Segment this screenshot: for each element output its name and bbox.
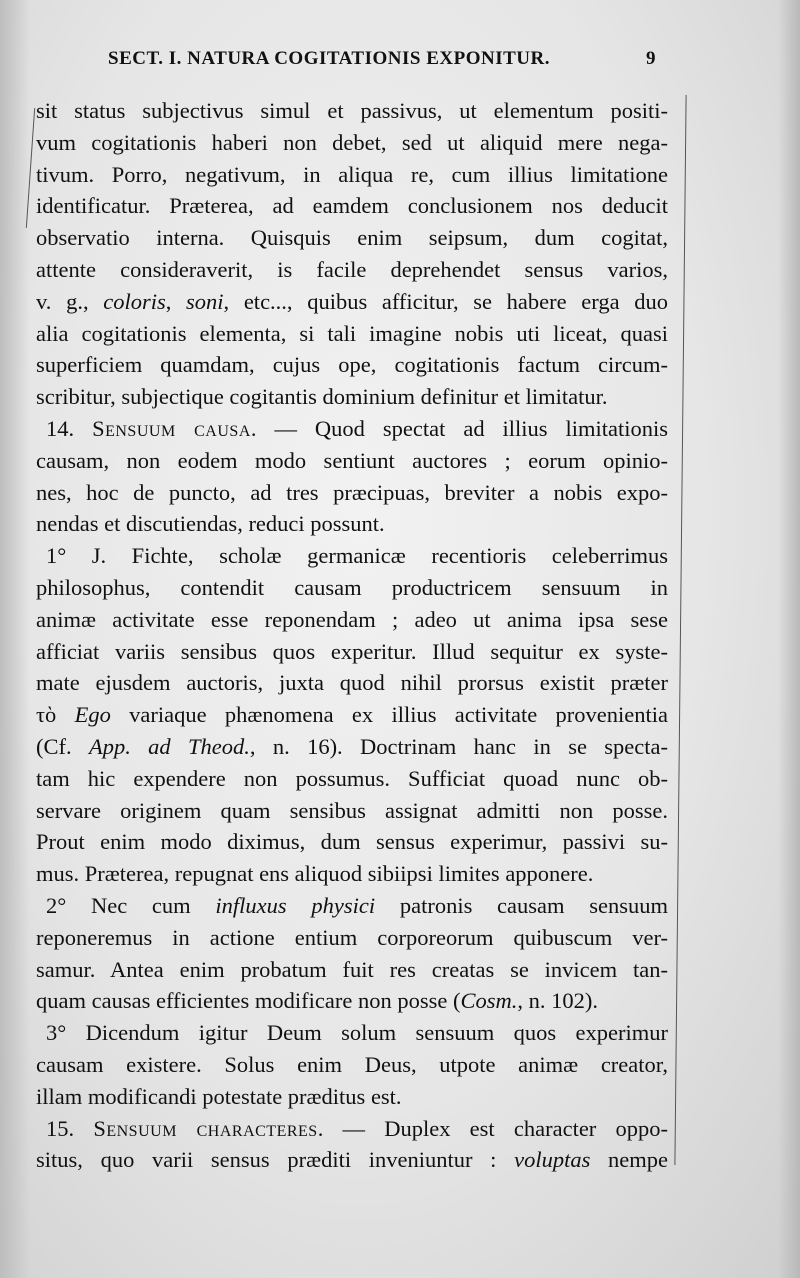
- text-fragment: superficiem quamdam, cujus ope, cogitationis factum circum-: [36, 352, 668, 378]
- text-fragment: Ego: [74, 702, 111, 728]
- text-line: [36, 826, 668, 858]
- section-heading-line: [36, 1113, 668, 1145]
- text-line: [36, 445, 668, 477]
- text-line: [36, 890, 668, 922]
- text-line: [36, 286, 668, 318]
- text-fragment: identificatur. Præterea, ad eamdem conclusionem nos deducit: [36, 193, 668, 219]
- text-fragment: tivum. Porro, negativum, in aliqua re, cum illius limitatione: [36, 161, 668, 187]
- text-fragment: observatio interna. Quisquis enim seipsum, dum cogitat,: [36, 225, 668, 251]
- text-line: [36, 699, 668, 731]
- text-fragment: samur. Antea enim probatum fuit res creatas se invicem tan-: [36, 956, 668, 982]
- text-line: [36, 1017, 668, 1049]
- text-fragment: sit status subjectivus simul et passivus, ut elementum positi-: [36, 98, 668, 123]
- text-fragment: quam causas efficientes modificare non posse (: [36, 988, 461, 1014]
- text-fragment: causam, non eodem modo sentiunt auctores ; eorum opinio-: [36, 447, 668, 473]
- text-fragment: vum cogitationis haberi non debet, sed ut aliquid mere nega-: [36, 129, 668, 155]
- text-fragment: tam hic expendere non possumus. Sufficiat quoad nunc ob-: [36, 765, 668, 791]
- text-fragment: 3° Dicendum igitur Deum solum sensuum quos experimur: [46, 1020, 668, 1046]
- text-line: [36, 1081, 668, 1113]
- text-line: [36, 477, 668, 509]
- text-line: [36, 540, 668, 572]
- text-fragment: 2° Nec cum: [46, 892, 216, 918]
- text-fragment: nempe: [590, 1147, 668, 1173]
- text-line: [36, 159, 668, 191]
- running-title: SECT. I. NATURA COGITATIONIS EXPONITUR.: [108, 48, 550, 69]
- text-line: [36, 667, 668, 699]
- text-fragment: nes, hoc de puncto, ad tres præcipuas, breviter a nobis expo-: [36, 479, 668, 505]
- text-line: [36, 572, 668, 604]
- text-line: [36, 858, 668, 890]
- text-fragment: 14.: [46, 415, 93, 441]
- text-fragment: Prout enim modo diximus, dum sensus experimur, passivi su-: [36, 829, 668, 855]
- text-line: [36, 254, 668, 286]
- text-fragment: servare originem quam sensibus assignat admitti non posse.: [36, 797, 668, 823]
- text-fragment: , n. 16). Doctrinam hanc in se specta-: [249, 733, 669, 759]
- text-fragment: . — Duplex est character oppo-: [317, 1115, 668, 1141]
- text-fragment: , n. 102).: [517, 988, 598, 1014]
- text-line: [36, 985, 668, 1017]
- page-number: 9: [646, 48, 656, 69]
- text-line: [36, 222, 668, 254]
- text-fragment: reponeremus in actione entium corporeorum quibuscum ver-: [36, 924, 668, 950]
- text-fragment: afficiat variis sensibus quos experitur. Illud sequitur ex syste-: [36, 638, 668, 664]
- text-fragment: (Cf.: [36, 733, 89, 759]
- text-fragment: v. g.,: [36, 288, 104, 314]
- text-line: [36, 922, 668, 954]
- text-line: [36, 508, 668, 540]
- text-fragment: coloris: [103, 288, 166, 314]
- body-text: [36, 95, 668, 1176]
- text-line: [36, 318, 668, 350]
- text-fragment: causam existere. Solus enim Deus, utpote animæ creator,: [36, 1051, 668, 1077]
- text-fragment: 1° J. Fichte, scholæ germanicæ recentioris celeberrimus: [46, 543, 668, 569]
- margin-mark-right: [674, 95, 686, 1165]
- text-line: [36, 381, 668, 413]
- text-line: [36, 190, 668, 222]
- text-line: [36, 1049, 668, 1081]
- text-fragment: alia cogitationis elementa, si tali imagine nobis uti liceat, quasi: [36, 320, 668, 346]
- text-fragment: Cosm.: [460, 988, 518, 1014]
- text-fragment: τὸ: [36, 702, 75, 728]
- text-fragment: animæ activitate esse reponendam ; adeo ut anima ipsa sese: [36, 606, 668, 632]
- text-fragment: patronis causam sensuum: [375, 892, 668, 918]
- text-line: [36, 954, 668, 986]
- text-fragment: variaque phænomena ex illius activitate provenientia: [110, 702, 668, 728]
- text-line: [36, 95, 668, 127]
- section-title: Sensuum characteres: [93, 1115, 318, 1141]
- text-line: [36, 604, 668, 636]
- text-fragment: scribitur, subjectique cogitantis dominium definitur et limitatur.: [36, 384, 608, 410]
- text-fragment: attente consideraverit, is facile deprehendet sensus varios,: [36, 256, 668, 282]
- text-line: [36, 1144, 668, 1176]
- section-heading-line: [36, 413, 668, 445]
- text-line: [36, 127, 668, 159]
- text-line: [36, 731, 668, 763]
- text-fragment: situs, quo varii sensus præditi inveniuntur :: [36, 1147, 515, 1173]
- text-fragment: soni: [186, 288, 224, 314]
- text-fragment: mate ejusdem auctoris, juxta quod nihil prorsus existit præter: [36, 670, 668, 696]
- text-fragment: App. ad Theod.: [88, 733, 250, 759]
- text-fragment: 15.: [46, 1115, 94, 1141]
- text-line: [36, 636, 668, 668]
- section-title: Sensuum causa: [92, 415, 251, 441]
- text-line: [36, 763, 668, 795]
- text-fragment: influxus physici: [215, 892, 376, 918]
- text-fragment: voluptas: [514, 1147, 591, 1173]
- text-fragment: , etc..., quibus afficitur, se habere erga duo: [223, 288, 669, 314]
- text-line: [36, 795, 668, 827]
- page-edge-shadow: [778, 0, 800, 1278]
- text-fragment: mus. Præterea, repugnat ens aliquod sibiipsi limites apponere.: [36, 861, 594, 887]
- text-fragment: illam modificandi potestate præditus est.: [36, 1083, 402, 1109]
- text-fragment: ,: [165, 288, 187, 314]
- text-fragment: philosophus, contendit causam productricem sensuum in: [36, 574, 668, 600]
- text-line: [36, 349, 668, 381]
- text-fragment: . — Quod spectat ad illius limitationis: [250, 415, 669, 441]
- page-gutter-shadow: [0, 0, 30, 1278]
- text-fragment: nendas et discutiendas, reduci possunt.: [36, 511, 385, 537]
